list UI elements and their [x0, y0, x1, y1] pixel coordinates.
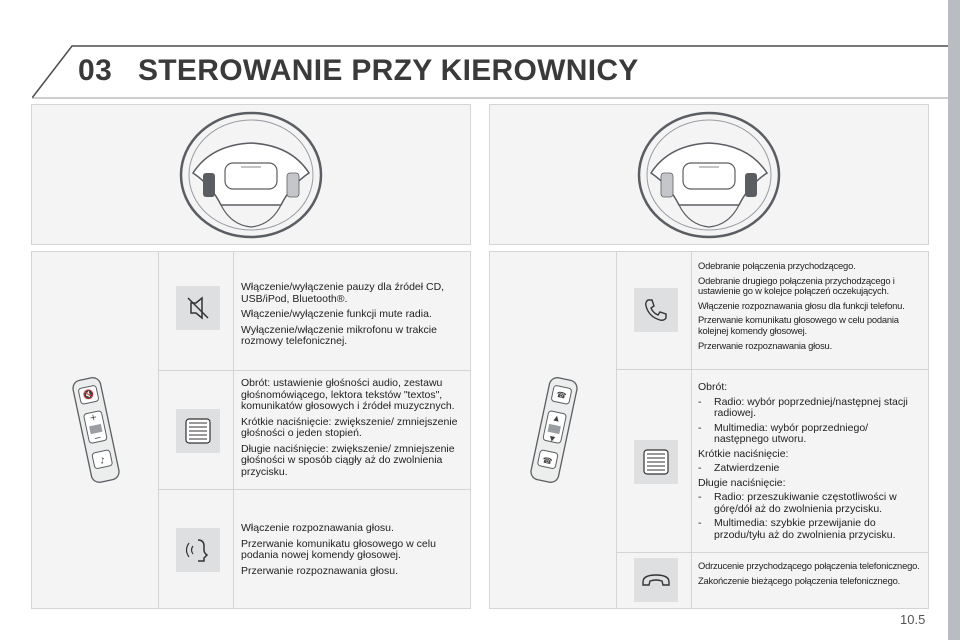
mute-line-2: Włączenie/wyłączenie funkcji mute radia.	[241, 308, 432, 320]
wheel-description	[698, 382, 922, 544]
right-row3-text-cell	[691, 552, 929, 609]
right-row1-text-cell	[691, 251, 929, 371]
right-row3-icon-cell	[616, 552, 693, 609]
right-control-cluster-image	[490, 252, 617, 608]
left-control-cluster-panel	[31, 251, 160, 609]
answer-line-2: Odebranie drugiego połączenia przychodzącego i ustawienie go w kolejce połączeń oczekujących.	[698, 274, 895, 297]
wheel-short-item-1: - Zatwierdzenie	[698, 462, 780, 474]
wheel-short-label: Krótkie naciśnięcie:	[698, 447, 789, 460]
wheel-long-item-1: - Radio: przeszukiwanie częstotliwości w górę/dół aż do zwolnienia przycisku.	[698, 491, 897, 515]
answer-button-illustration	[634, 288, 678, 332]
side-tab	[948, 0, 960, 640]
hangup-button-illustration	[634, 558, 678, 602]
svg-text:▲: ▲	[553, 413, 560, 423]
voice-line-1: Włączenie rozpoznawania głosu.	[241, 522, 394, 534]
steering-wheel-left-image	[32, 105, 470, 244]
voice-line-2: Przerwanie komunikatu głosowego w celu podania nowej komendy głosowej.	[241, 537, 436, 561]
mute-description	[241, 282, 463, 352]
svg-text:+: +	[88, 412, 99, 424]
wheel-rotate-label: Obrót:	[698, 381, 728, 393]
right-steering-wheel-panel	[489, 104, 929, 245]
volume-line-1: Obrót: ustawienie głośności audio, zestawu głośnomówiącego, lektora tekstów "textos", komunikatów głosowych i źródeł muzycznych.	[241, 377, 455, 412]
thumbwheel-icon	[176, 409, 220, 453]
left-row1-icon-cell	[158, 251, 235, 372]
voice-button-illustration	[176, 528, 220, 572]
svg-text:−: −	[93, 433, 103, 445]
steering-wheel-right-image	[490, 105, 928, 244]
wheel-rotate-item-2: - Multimedia: wybór poprzedniego/ następnego utworu.	[698, 421, 869, 445]
right-row1-icon-cell	[616, 251, 693, 371]
wheel-rotate-item-1: - Radio: wybór poprzedniej/następnej stacji radiowej.	[698, 395, 908, 419]
svg-text:☎: ☎	[541, 455, 554, 467]
answer-line-3: Włączenie rozpoznawania głosu dla funkcji telefonu.	[698, 299, 905, 311]
hangup-line-1: Odrzucenie przychodzącego połączenia telefonicznego.	[698, 560, 920, 571]
hangup-description	[698, 561, 924, 590]
phone-hangup-icon	[634, 558, 678, 602]
chapter-number: 03	[78, 54, 113, 87]
left-row2-icon-cell	[158, 370, 235, 491]
hangup-line-2: Zakończenie bieżącego połączenia telefonicznego.	[698, 574, 901, 586]
right-control-cluster-panel	[489, 251, 618, 609]
answer-line-1: Odebranie połączenia przychodzącego.	[698, 260, 856, 271]
svg-text:🔇: 🔇	[82, 389, 96, 402]
page-number: 10.5	[900, 612, 926, 627]
volume-line-2: Krótkie naciśnięcie: zwiększenie/ zmniejszenie głośności o jeden stopień.	[241, 415, 458, 439]
mute-icon	[176, 286, 220, 330]
svg-text:♪: ♪	[99, 455, 106, 466]
answer-line-4: Przerwanie komunikatu głosowego w celu podania kolejnej komendy głosowej.	[698, 314, 899, 336]
left-row2-text-cell	[233, 370, 471, 491]
volume-line-3: Długie naciśnięcie: zwiększenie/ zmniejszenie głośności w sposób ciągły aż do zwolnienia przycisku.	[241, 442, 455, 478]
svg-text:▼: ▼	[548, 434, 556, 444]
mute-line-1: Włączenie/wyłączenie pauzy dla źródeł CD, USB/iPod, Bluetooth®.	[241, 281, 445, 305]
right-row2-text-cell	[691, 369, 929, 554]
mute-button-illustration	[176, 286, 220, 330]
mute-line-3: Wyłączenie/włączenie mikrofonu w trakcie rozmowy telefonicznej.	[241, 323, 437, 347]
left-row3-text-cell	[233, 489, 471, 609]
voice-description	[241, 523, 463, 581]
answer-line-5: Przerwanie rozpoznawania głosu.	[698, 339, 832, 351]
voice-recognition-icon	[176, 528, 220, 572]
left-steering-wheel-panel	[31, 104, 471, 245]
svg-text:☎: ☎	[555, 389, 568, 401]
phone-answer-icon	[634, 288, 678, 332]
volume-description	[241, 378, 463, 482]
right-row2-icon-cell	[616, 369, 693, 554]
wheel-long-item-2: - Multimedia: szybkie przewijanie do przodu/tyłu aż do zwolnienia przycisku.	[698, 517, 896, 541]
left-row3-icon-cell	[158, 489, 235, 609]
volume-wheel-illustration	[176, 409, 220, 453]
left-control-cluster-image	[32, 252, 159, 608]
wheel-long-label: Długie naciśnięcie:	[698, 476, 786, 489]
left-row1-text-cell	[233, 251, 471, 372]
answer-description	[698, 261, 924, 355]
selection-wheel-illustration	[634, 440, 678, 484]
page-title: STEROWANIE PRZY KIEROWNICY	[138, 54, 639, 87]
voice-line-3: Przerwanie rozpoznawania głosu.	[241, 564, 399, 577]
thumbwheel-icon	[634, 440, 678, 484]
